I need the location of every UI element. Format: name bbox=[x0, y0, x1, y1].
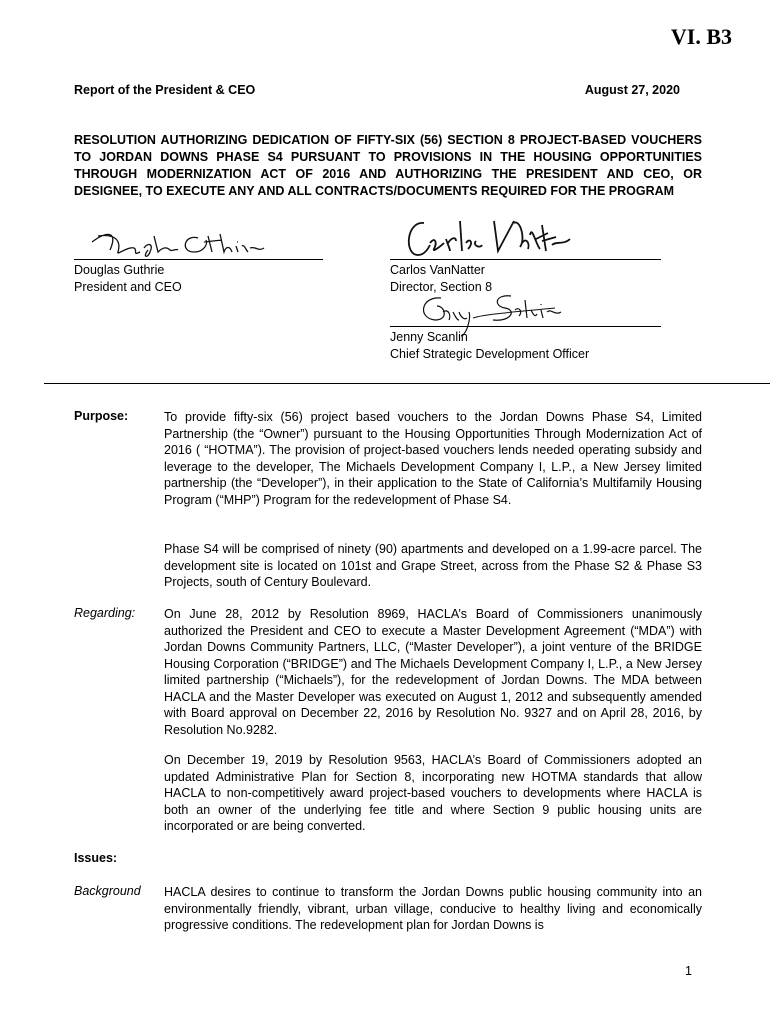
signature-douglas-guthrie bbox=[88, 222, 268, 262]
signature-carlos-vannatter bbox=[402, 215, 572, 263]
signatory-role: Director, Section 8 bbox=[390, 279, 493, 294]
regarding-label: Regarding: bbox=[74, 606, 136, 620]
signature-line-director bbox=[390, 259, 661, 260]
signatory-ceo bbox=[74, 262, 182, 295]
section-divider bbox=[44, 383, 770, 384]
signatory-name: Carlos VanNatter bbox=[390, 263, 485, 277]
resolution-title: RESOLUTION AUTHORIZING DEDICATION OF FIFTY-SIX (56) SECTION 8 PROJECT-BASED VOUCHERS TO JORDAN DOWNS PHASE S4 PURSUANT TO PROVISIONS IN THE HOUSING OPPORTUNITIES THROUGH MODERNIZATION ACT OF 2016 AND AUTHORIZING THE PRESIDENT AND CEO, OR DESIGNEE, TO EXECUTE ANY AND ALL CONTRACTS/DOCUMENTS REQUIRED FOR THE PROGRAM bbox=[74, 133, 702, 198]
regarding-paragraph: On December 19, 2019 by Resolution 9563, HACLA’s Board of Commissioners adopted an updated Administrative Plan for Section 8, incorporating new HOTMA standards that allow HACLA to non-competitively award project-based vouchers to developments where HACLA is both an owner of the underlying fee title and where Section 9 public housing units are incorporated or are being converted. bbox=[164, 753, 702, 833]
signatory-name: Jenny Scanlin bbox=[390, 330, 468, 344]
page-number: 1 bbox=[685, 964, 692, 978]
purpose-paragraph: Phase S4 will be comprised of ninety (90) apartments and developed on a 1.99-acre parcel. The development site is located on 101st and Grape Street, across from the Phase S2 & Phase S3 Projects, south of Century Boulevard. bbox=[164, 542, 702, 589]
signatory-name: Douglas Guthrie bbox=[74, 263, 165, 277]
report-label: Report of the President & CEO bbox=[74, 83, 256, 97]
purpose-paragraph: To provide fifty-six (56) project based vouchers to the Jordan Downs Phase S4, Limited Partnership (the “Owner”) pursuant to the Housing Opportunities Through Modernization Act of 2016 ( “HOTMA”). The provision of project-based vouchers lends needed operating subsidy and leverage to the developer, The Michaels Development Company I, L.P., a New Jersey limited partnership (the “Developer”), in their application to the State of California’s Multifamily Housing Program (“MHP”) Program for the redevelopment of Phase S4. bbox=[164, 410, 702, 507]
signature-line-ceo bbox=[74, 259, 323, 260]
background-label: Background bbox=[74, 884, 141, 898]
report-header bbox=[74, 83, 680, 97]
issues-label: Issues: bbox=[74, 851, 118, 865]
signatory-role: Chief Strategic Development Officer bbox=[390, 346, 590, 361]
background-paragraph: HACLA desires to continue to transform the Jordan Downs public housing community into an environmentally friendly, vibrant, urban village, conducive to healthy living and economically progressive conditions. The redevelopment plan for Jordan Downs is bbox=[164, 885, 702, 932]
signatory-cso bbox=[390, 329, 589, 362]
signature-line-cso bbox=[390, 326, 661, 327]
signatory-role: President and CEO bbox=[74, 279, 182, 294]
regarding-paragraph: On June 28, 2012 by Resolution 8969, HACLA’s Board of Commissioners unanimously authorized the President and CEO to execute a Master Development Agreement (“MDA”) with Jordan Downs Community Partners, LLC, (“Master Developer”), a joint venture of the BRIDGE Housing Corporation (“BRIDGE”) and The Michaels Development Company I, L.P., a New Jersey limited partnership (“Michaels”), for the redevelopment of Jordan Downs. The MDA between HACLA and the Master Developer was executed on August 1, 2012 and subsequently amended with Board approval on December 22, 2016 by Resolution No. 9327 and on April 28, 2016, by Resolution No.9282. bbox=[164, 607, 702, 737]
agenda-item-code: VI. B3 bbox=[670, 24, 732, 49]
report-date: August 27, 2020 bbox=[584, 83, 680, 97]
purpose-label: Purpose: bbox=[74, 409, 129, 423]
